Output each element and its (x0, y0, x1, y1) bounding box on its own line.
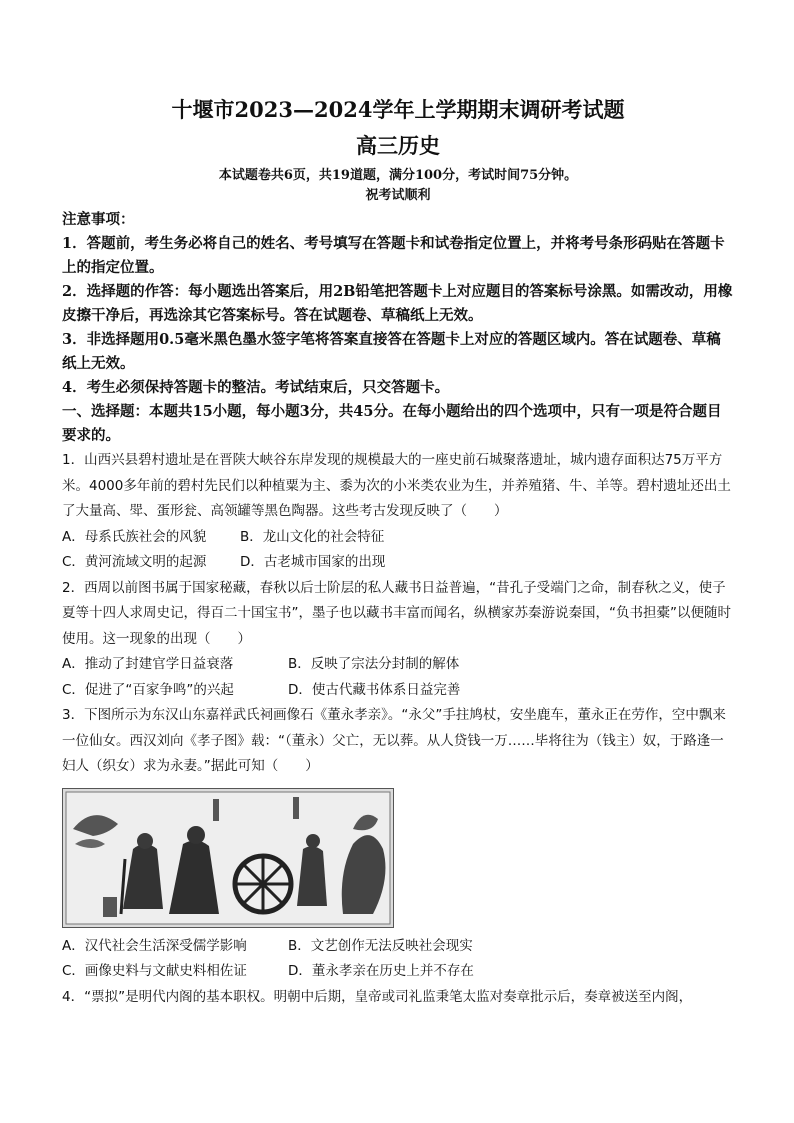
question-1-options-row-1 (62, 525, 734, 551)
option-d: D．使古代藏书体系日益完善 (288, 681, 461, 698)
question-3-options-row-2 (62, 959, 734, 985)
question-1-stem: 1．山西兴县碧村遗址是在晋陕大峡谷东岸发现的规模最大的一座史前石城聚落遗址，城内遗存面积达75万平方米。4000多年前的碧村先民们以种植粟为主、黍为次的小米类农业为生，并养殖猪、牛、羊等。碧村遗址还出土了大量高、斝、蛋形瓮、高领罐等黑色陶器。这些考古发现反映了（ ） (62, 452, 731, 519)
option-a: A．汉代社会生活深受儒学影响 (62, 937, 247, 954)
note-item: 3．非选择题用0.5毫米黑色墨水签字笔将答案直接答在答题卡上对应的答题区域内。答在试题卷、草稿纸上无效。 (62, 331, 721, 372)
exam-page (62, 96, 734, 1010)
option-c: C．画像史料与文献史料相佐证 (62, 963, 247, 979)
note-item: 1．答题前，考生务必将自己的姓名、考号填写在答题卡和试卷指定位置上，并将考号条形码贴在答题卡上的指定位置。 (62, 235, 725, 276)
option-d: D．董永孝亲在历史上并不存在 (288, 963, 474, 979)
option-d: D．古老城市国家的出现 (240, 554, 386, 570)
question-1-options-row-2 (62, 550, 734, 576)
option-b: B．龙山文化的社会特征 (240, 528, 385, 545)
question-4-stem: 4．“票拟”是明代内阁的基本职权。明朝中后期，皇帝或司礼监秉笔太监对奏章批示后，奏章被送至内阁， (62, 988, 693, 1005)
option-a: A．母系氏族社会的风貌 (62, 528, 207, 545)
stone-relief-illustration (63, 789, 393, 927)
option-b: B．反映了宗法分封制的解体 (288, 656, 460, 672)
question-2-stem: 2．西周以前图书属于国家秘藏，春秋以后士阶层的私人藏书日益普遍，“昔孔子受端门之命，制春秋之义，使子夏等十四人求周史记，得百二十国宝书”，墨子也以藏书丰富而闻名，纵横家苏秦游说秦国，“负书担橐”以便随时使用。这一现象的出现（ ） (62, 579, 731, 647)
exam-title: 十堰市2023—2024学年上学期期末调研考试题 (171, 97, 625, 122)
question-3-stem: 3．下图所示为东汉山东嘉祥武氏祠画像石《董永孝亲》。“永父”手拄鸠杖，安坐鹿车，董永正在劳作，空中飘来一位仙女。西汉刘向《孝子图》载：“（董永）父亡，无以葬。从人贷钱一万……毕将往为（钱主）奴，于路逢一妇人（织女）求为永妻。”据此可知（ ） (62, 707, 726, 774)
question-3-options-row-1 (62, 934, 734, 960)
note-item: 4．考生必须保持答题卡的整洁。考试结束后，只交答题卡。 (62, 379, 450, 396)
exam-subject: 高三历史 (356, 133, 440, 158)
option-c: C．促进了“百家争鸣”的兴起 (62, 681, 234, 698)
option-a: A．推动了封建官学日益衰落 (62, 656, 234, 672)
section-heading: 一、选择题：本题共15小题，每小题3分，共45分。在每小题给出的四个选项中，只有一项是符合题目要求的。 (62, 403, 722, 444)
stone-relief-image (62, 788, 394, 928)
question-2-options-row-2 (62, 678, 734, 704)
option-b: B．文艺创作无法反映社会现实 (288, 937, 473, 954)
exam-wish: 祝考试顺利 (365, 188, 431, 203)
note-item: 2．选择题的作答：每小题选出答案后，用2B铅笔把答题卡上对应题目的答案标号涂黑。如需改动，用橡皮擦干净后，再选涂其它答案标号。答在试题卷、草稿纸上无效。 (62, 283, 733, 324)
exam-info: 本试题卷共6页，共19道题，满分100分，考试时间75分钟。 (218, 168, 578, 183)
question-2-options-row-1 (62, 652, 734, 678)
option-c: C．黄河流域文明的起源 (62, 554, 207, 570)
notes-heading: 注意事项： (62, 211, 135, 228)
